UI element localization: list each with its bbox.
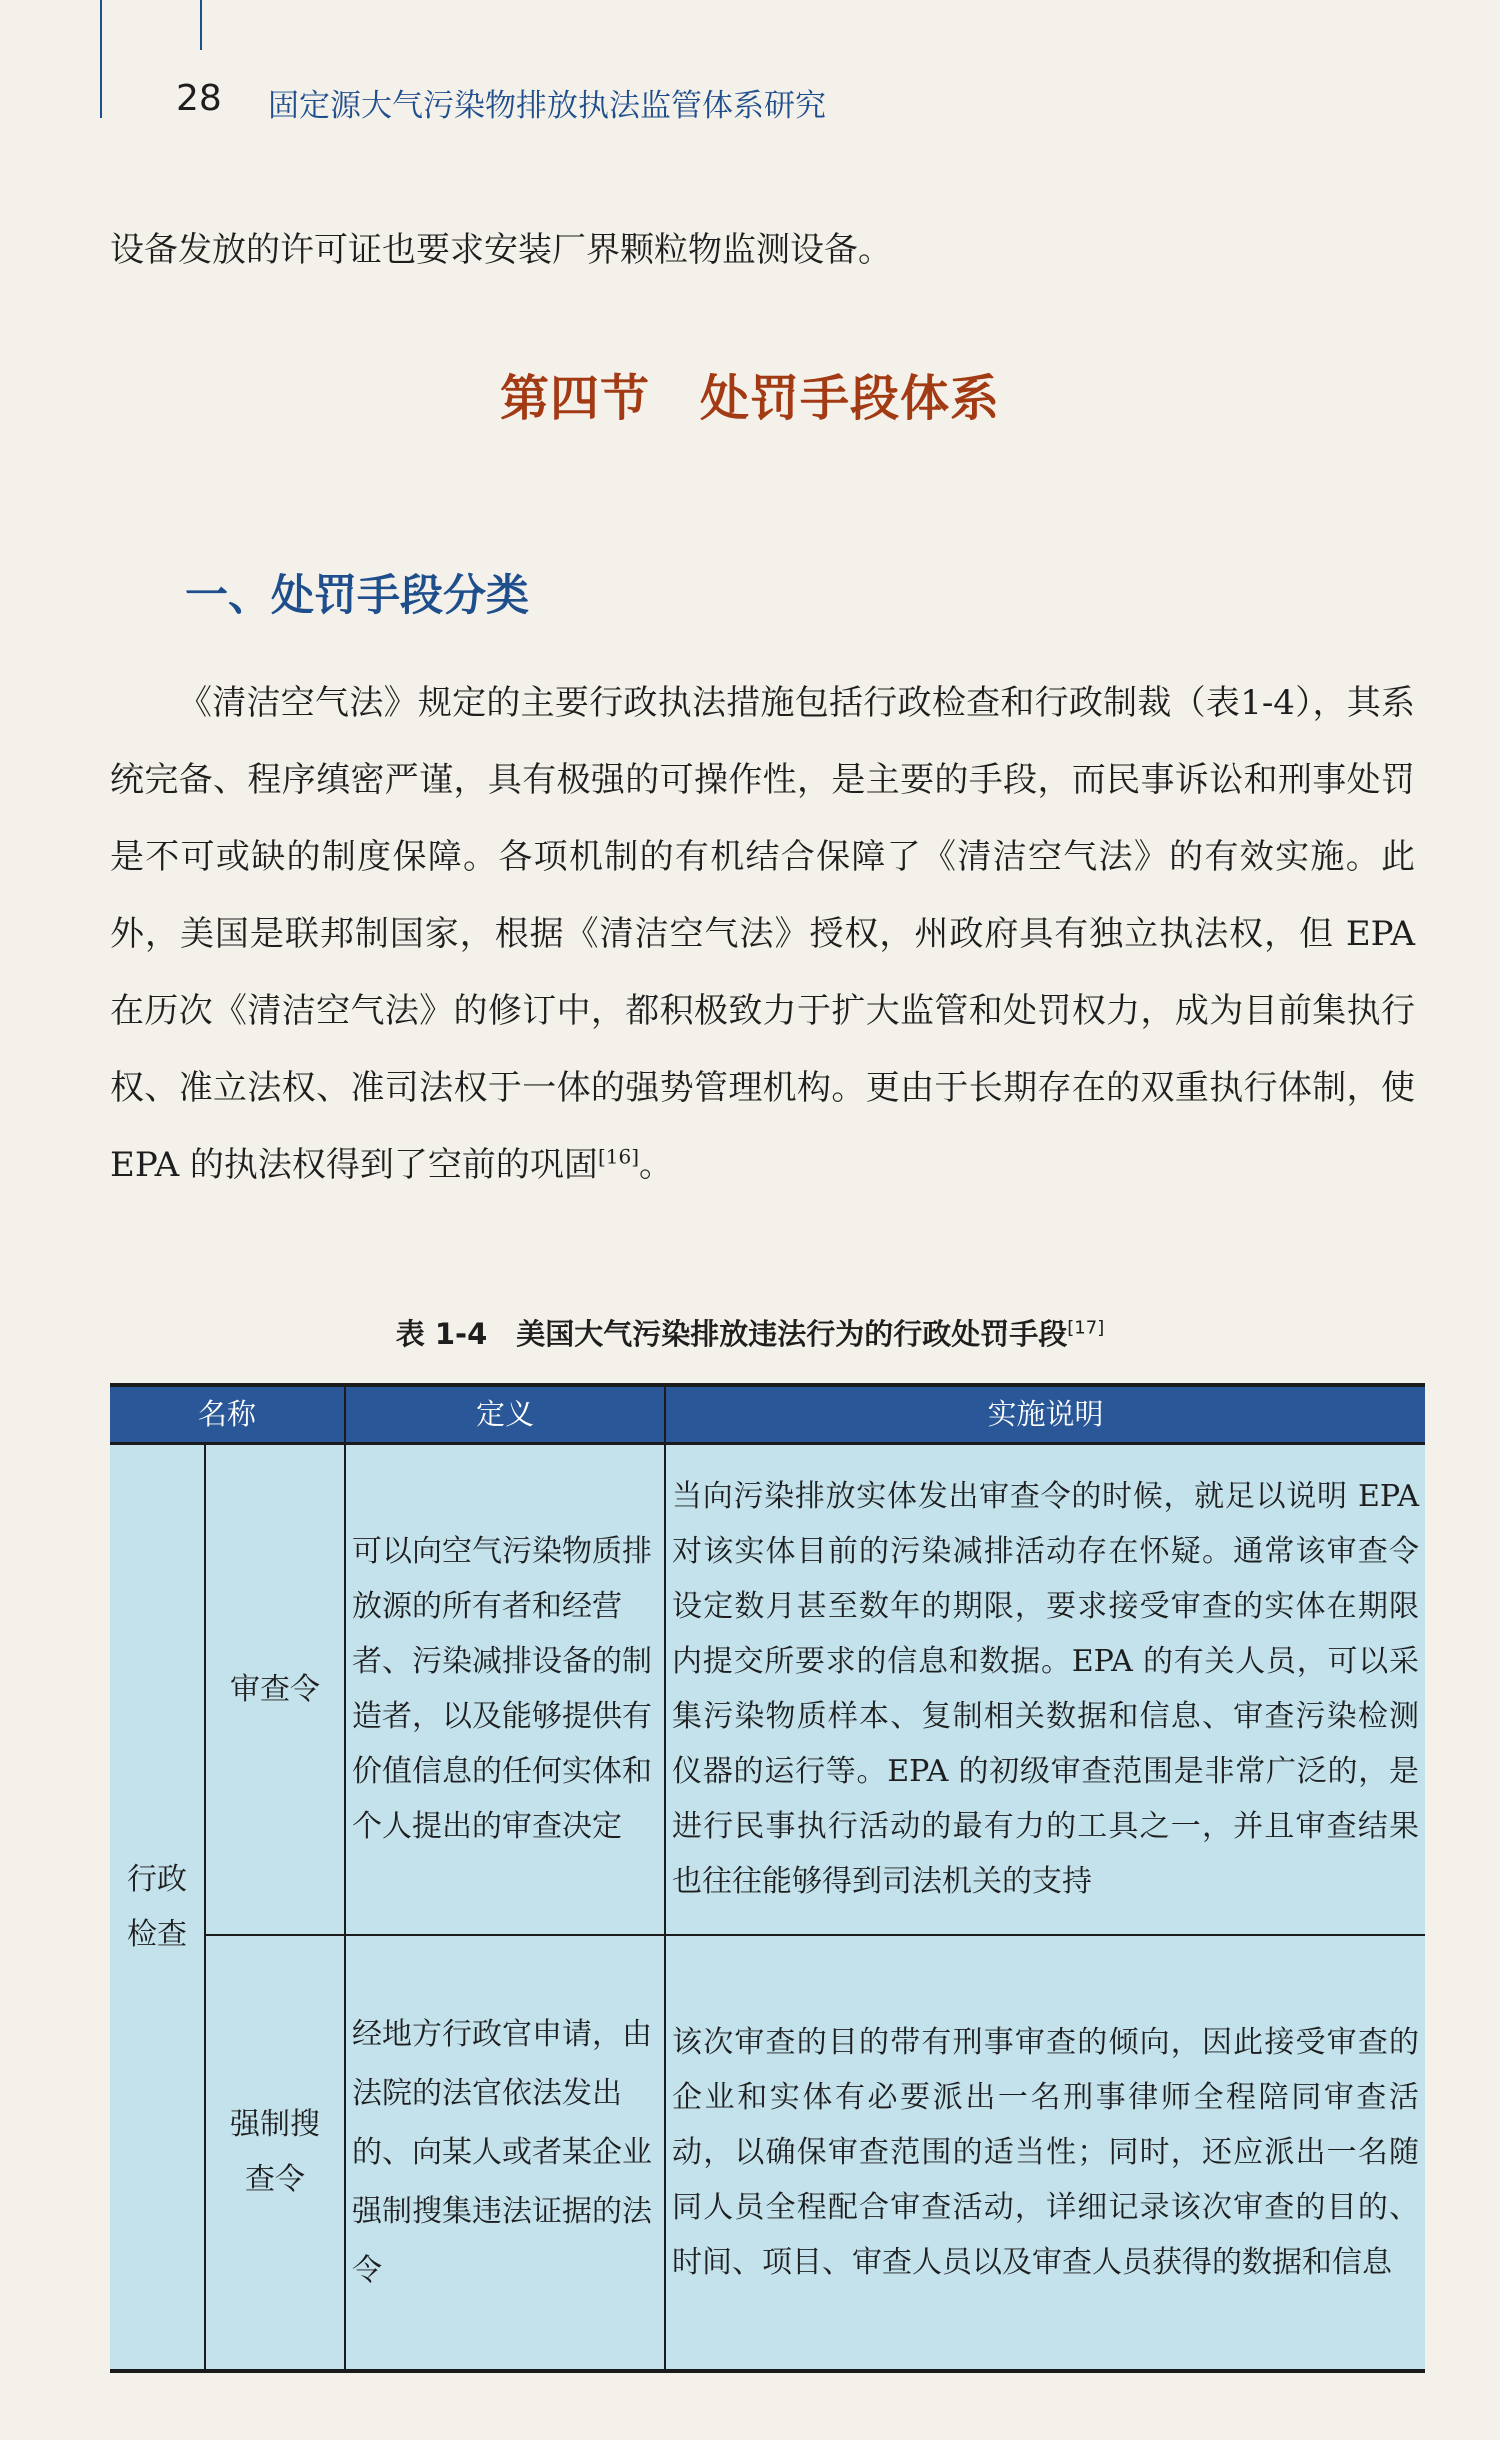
- category-label: 行政检查: [127, 1861, 187, 1952]
- table-row: [110, 1444, 1425, 1935]
- citation-16: [16]: [597, 1144, 639, 1169]
- definition-cell: 经地方行政官申请，由法院的法官依法发出的、向某人或者某企业强制搜集违法证据的法令: [345, 1935, 665, 2371]
- header-rule-secondary: [200, 0, 202, 50]
- name-cell: 审查令: [205, 1444, 345, 1935]
- table-caption: [0, 1312, 1500, 1353]
- header-definition: 定义: [345, 1385, 665, 1444]
- name-label: 强制搜查令: [230, 2107, 320, 2197]
- running-title: 固定源大气污染物排放执法监管体系研究: [268, 88, 826, 124]
- subsection-title: 一、处罚手段分类: [185, 571, 529, 621]
- category-cell: [110, 1444, 205, 2371]
- section-title: 第四节 处罚手段体系: [499, 370, 1000, 427]
- paragraph-end: 。: [639, 1145, 673, 1185]
- header-description: 实施说明: [665, 1385, 1425, 1444]
- table-header-row: [110, 1385, 1425, 1444]
- page-number: 28: [176, 78, 222, 119]
- intro-line: 设备发放的许可证也要求安装厂界颗粒物监测设备。: [110, 230, 892, 270]
- penalty-table: [110, 1383, 1425, 2373]
- definition-cell: 可以向空气污染物质排放源的所有者和经营者、污染减排设备的制造者，以及能够提供有价值信息的任何实体和个人提出的审查决定: [345, 1444, 665, 1935]
- paragraph-text: 《清洁空气法》规定的主要行政执法措施包括行政检查和行政制裁（表1-4），其系统完备、程序缜密严谨，具有极强的可操作性，是主要的手段，而民事诉讼和刑事处罚是不可或缺的制度保障。各项机制的有机结合保障了《清洁空气法》的有效实施。此外，美国是联邦制国家，根据《清洁空气法》授权，州政府具有独立执法权，但 EPA 在历次《清洁空气法》的修订中，都积极致力于扩大监管和处罚权力，成为目前集执行权、准立法权、准司法权于一体的强势管理机构。更由于长期存在的双重执行体制，使 EPA 的执法权得到了空前的巩固: [110, 683, 1415, 1185]
- header-rule: [100, 0, 102, 118]
- body-paragraph: [110, 665, 1415, 1204]
- table-row: [110, 1935, 1425, 2371]
- citation-17: [17]: [1067, 1317, 1105, 1339]
- paragraph-indent: [110, 683, 178, 723]
- name-cell: [205, 1935, 345, 2371]
- description-cell: 该次审查的目的带有刑事审查的倾向，因此接受审查的企业和实体有必要派出一名刑事律师全程陪同审查活动，以确保审查范围的适当性；同时，还应派出一名随同人员全程配合审查活动，详细记录该次审查的目的、时间、项目、审查人员以及审查人员获得的数据和信息: [665, 1935, 1425, 2371]
- table-caption-text: 表 1-4 美国大气污染排放违法行为的行政处罚手段: [395, 1317, 1068, 1351]
- description-cell: 当向污染排放实体发出审查令的时候，就足以说明 EPA 对该实体目前的污染减排活动存在怀疑。通常该审查令设定数月甚至数年的期限，要求接受审查的实体在期限内提交所要求的信息和数据。EPA 的有关人员，可以采集污染物质样本、复制相关数据和信息、审查污染检测仪器的运行等。EPA 的初级审查范围是非常广泛的，是进行民事执行活动的最有力的工具之一，并且审查结果也往往能够得到司法机关的支持: [665, 1444, 1425, 1935]
- header-name: 名称: [110, 1385, 345, 1444]
